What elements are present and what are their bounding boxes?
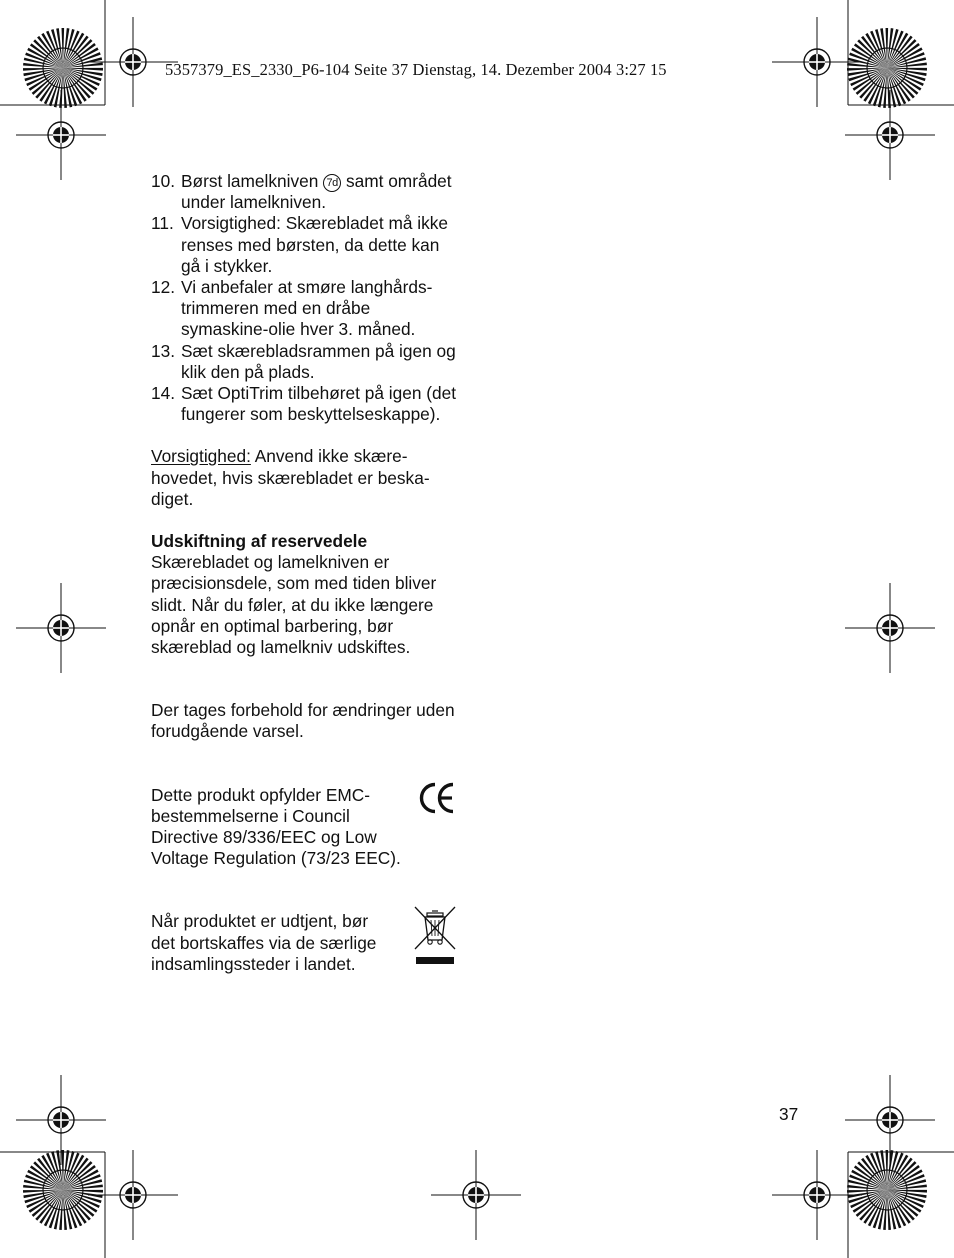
disposal-line: indsamlingssteder i landet. [151, 953, 356, 974]
notice-paragraph: Der tages forbehold for ændringer uden forudgående varsel. [151, 700, 455, 742]
page-number: 37 [779, 1104, 799, 1124]
star-target-top-left [43, 48, 83, 88]
ce-mark-icon [418, 780, 458, 816]
document-content [151, 171, 461, 975]
step-text: samt området under lamelkniven. [181, 171, 452, 213]
step-text: Vi anbefaler at smøre langhårds-trimmeren med en dråbe symaskine-olie hver 3. måned. [181, 277, 433, 340]
disposal-block [151, 911, 461, 975]
emc-line: Voltage Regulation (73/23 EEC). [151, 848, 401, 869]
registration-mark [845, 583, 935, 673]
emc-line: Directive 89/336/EEC og Low [151, 827, 377, 848]
step-number: 12. [151, 277, 176, 298]
crossed-out-wheelie-bin-icon [413, 905, 457, 967]
step-text: Børst lamelkniven [181, 171, 324, 191]
star-target-top-right [867, 48, 907, 88]
step-text: Sæt skærebladsrammen på igen og klik den på plads. [181, 340, 456, 382]
step-number: 13. [151, 340, 176, 361]
caution-paragraph [151, 446, 461, 510]
disposal-line: det bortskaffes via de særlige [151, 932, 377, 953]
replacement-paragraph: Skærebladet og lamelkniven er præcisionsdele, som med tiden bliver slidt. Når du føler, at du ikke længere opnår en optimal barbering, bør skæreblad og lamelkniv udskiftes. [151, 552, 437, 658]
caution-text: Anvend ikke skære-hovedet, hvis skærebladet er beska-diget. [151, 446, 430, 509]
step-number: 11. [151, 213, 174, 234]
registration-mark [845, 90, 935, 180]
registration-mark [16, 90, 106, 180]
star-target-bottom-right [867, 1170, 907, 1210]
step-number: 14. [151, 383, 176, 404]
print-slug-header: 5357379_ES_2330_P6-104 Seite 37 Dienstag, 14. Dezember 2004 3:27 15 [165, 60, 667, 79]
list-item [151, 341, 461, 383]
emc-compliance-block [151, 785, 461, 870]
step-text: Vorsigtighed: Skærebladet må ikke renses med børsten, da dette kan gå i stykker. [181, 213, 449, 276]
registration-mark [88, 1150, 178, 1240]
list-item [151, 171, 461, 213]
section-heading: Udskiftning af reservedele [151, 531, 368, 552]
emc-line: Dette produkt opfylder EMC- [151, 784, 370, 805]
star-target-bottom-left [43, 1170, 83, 1210]
part-reference-badge: 7d [323, 174, 341, 192]
caution-label: Vorsigtighed: [151, 446, 251, 467]
emc-line: bestemmelserne i Council [151, 805, 350, 826]
list-item [151, 383, 461, 425]
cleaning-steps-list [151, 171, 461, 425]
list-item [151, 277, 461, 341]
disposal-line: Når produktet er udtjent, bør [151, 911, 369, 932]
step-number: 10. [151, 171, 176, 191]
registration-mark [16, 583, 106, 673]
registration-mark [431, 1150, 521, 1240]
step-text: Sæt OptiTrim tilbehøret på igen (det fungerer som beskyttelseskappe). [181, 383, 457, 425]
list-item [151, 213, 461, 277]
